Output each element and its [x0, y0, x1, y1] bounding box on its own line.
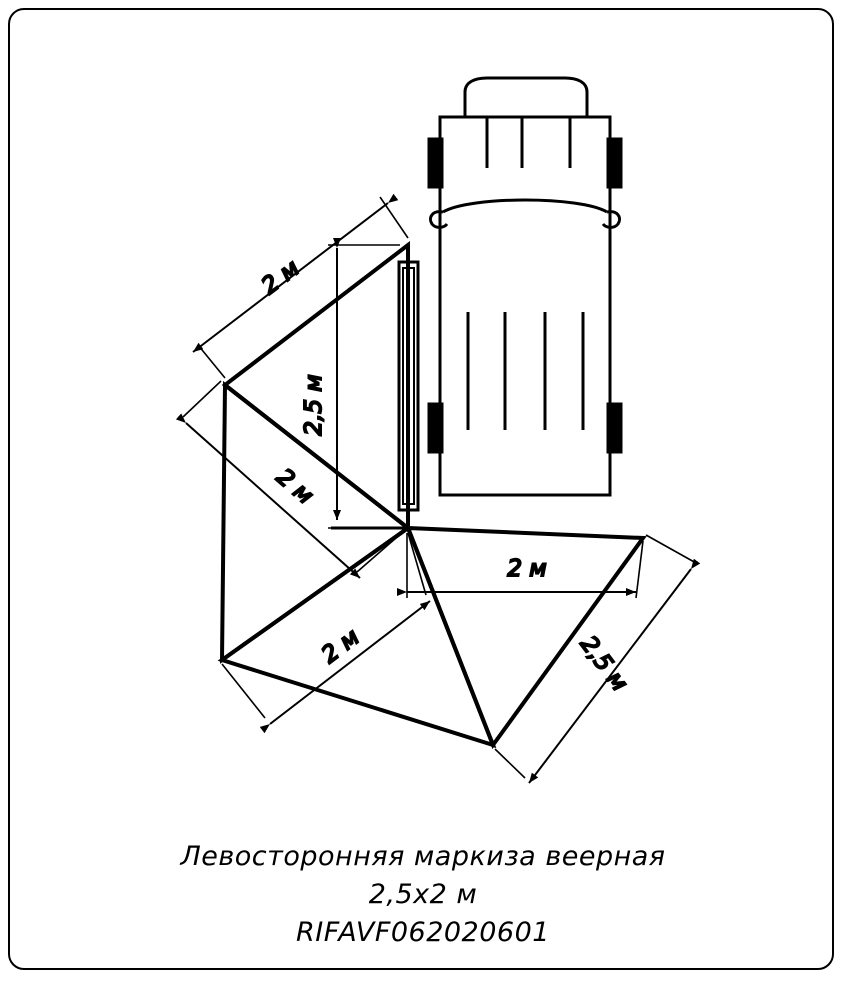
vehicle-wheel-front-left: [429, 139, 442, 187]
caption-line-2: 2,5х2 м: [368, 879, 478, 910]
drawing-caption: [0, 838, 846, 952]
vehicle-top-view: [429, 78, 621, 495]
dimension-middle-left: [183, 381, 404, 578]
dimension-upper-left-top: [193, 197, 408, 378]
vehicle-wheel-front-right: [608, 139, 621, 187]
dimension-label-right-top: 2 м: [507, 556, 547, 582]
vehicle-wheel-rear-left: [429, 404, 442, 452]
vehicle-wheel-rear-right: [608, 404, 621, 452]
caption-line-1: Левосторонняя маркиза веерная: [180, 841, 666, 872]
dimension-label-upper-left-top: 2 м: [257, 255, 305, 300]
dimension-label-middle-left: 2 м: [271, 464, 318, 510]
dimension-label-upper-left-vertical: 2,5 м: [301, 374, 327, 436]
caption-line-3: RIFAVF062020601: [296, 917, 550, 948]
dimension-lower-left: [222, 533, 430, 724]
dimension-label-right-diagonal: 2,5 м: [574, 631, 633, 697]
vehicle-body: [440, 78, 610, 495]
dimension-label-lower-left: 2 м: [317, 624, 365, 669]
